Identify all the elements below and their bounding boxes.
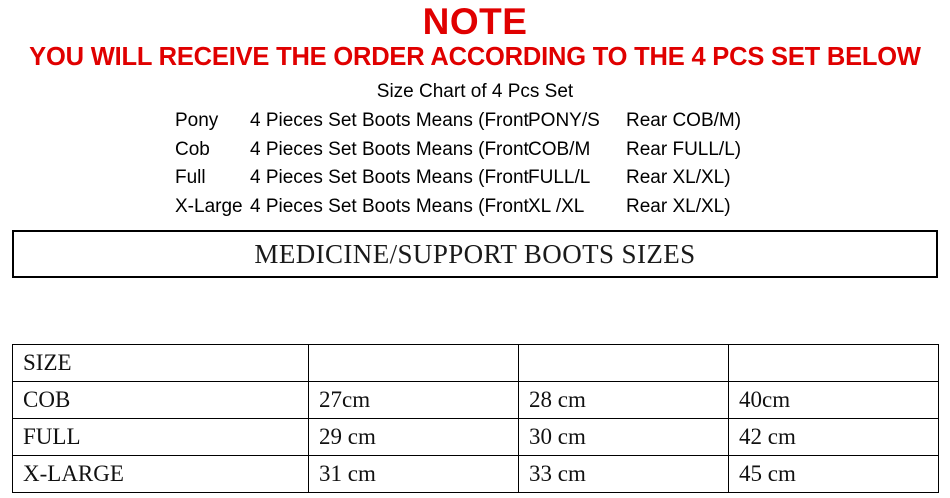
table-row: [13, 456, 939, 493]
set-row-size: X-Large: [175, 195, 243, 217]
set-chart-list: [0, 107, 950, 221]
sizes-table: [12, 344, 939, 493]
banner-text: MEDICINE/SUPPORT BOOTS SIZES: [254, 238, 696, 269]
set-chart-row: [175, 193, 950, 222]
set-row-means: 4 Pieces Set Boots Means (Front: [250, 138, 529, 160]
sizes-table-wrapper: [12, 344, 938, 493]
boots-sizes-banner: [12, 230, 938, 278]
set-row-front: PONY/S: [528, 110, 600, 131]
set-row-rear: Rear XL/XL): [626, 167, 731, 188]
table-cell: 29 cm: [309, 419, 519, 456]
set-row-front: COB/M: [528, 138, 591, 160]
set-row-size: Full: [175, 167, 206, 188]
set-row-rear: Rear COB/M): [626, 110, 742, 131]
table-cell: 28 cm: [519, 382, 729, 419]
table-cell: 45 cm: [729, 456, 939, 493]
table-cell: 31 cm: [309, 456, 519, 493]
table-header-cell: [309, 345, 519, 382]
table-header-row: [13, 345, 939, 382]
note-subtitle: YOU WILL RECEIVE THE ORDER ACCORDING TO THE 4 PCS SET BELOW: [29, 43, 921, 71]
set-row-means: 4 Pieces Set Boots Means (Front: [250, 195, 529, 217]
table-header-cell: SIZE: [13, 345, 309, 382]
set-chart-row: [175, 164, 950, 193]
set-row-means: 4 Pieces Set Boots Means (Front: [250, 167, 529, 188]
set-row-means: 4 Pieces Set Boots Means (Front: [250, 110, 529, 131]
table-row: [13, 382, 939, 419]
table-header-cell: [519, 345, 729, 382]
table-row: [13, 419, 939, 456]
table-header-cell: [729, 345, 939, 382]
table-cell: X-LARGE: [13, 456, 309, 493]
set-row-size: Pony: [175, 110, 219, 131]
table-cell: 33 cm: [519, 456, 729, 493]
set-chart-row: [175, 107, 950, 136]
set-row-size: Cob: [175, 138, 210, 160]
table-cell: FULL: [13, 419, 309, 456]
set-row-rear: Rear XL/XL): [626, 195, 731, 217]
set-chart-title: Size Chart of 4 Pcs Set: [376, 81, 574, 102]
note-title: NOTE: [422, 1, 528, 42]
table-cell: 30 cm: [519, 419, 729, 456]
table-cell: COB: [13, 382, 309, 419]
set-row-front: FULL/L: [528, 167, 591, 188]
table-cell: 42 cm: [729, 419, 939, 456]
table-cell: 40cm: [729, 382, 939, 419]
set-chart-row: [175, 136, 950, 165]
table-cell: 27cm: [309, 382, 519, 419]
set-row-front: XL /XL: [528, 195, 585, 217]
set-row-rear: Rear FULL/L): [626, 138, 742, 160]
